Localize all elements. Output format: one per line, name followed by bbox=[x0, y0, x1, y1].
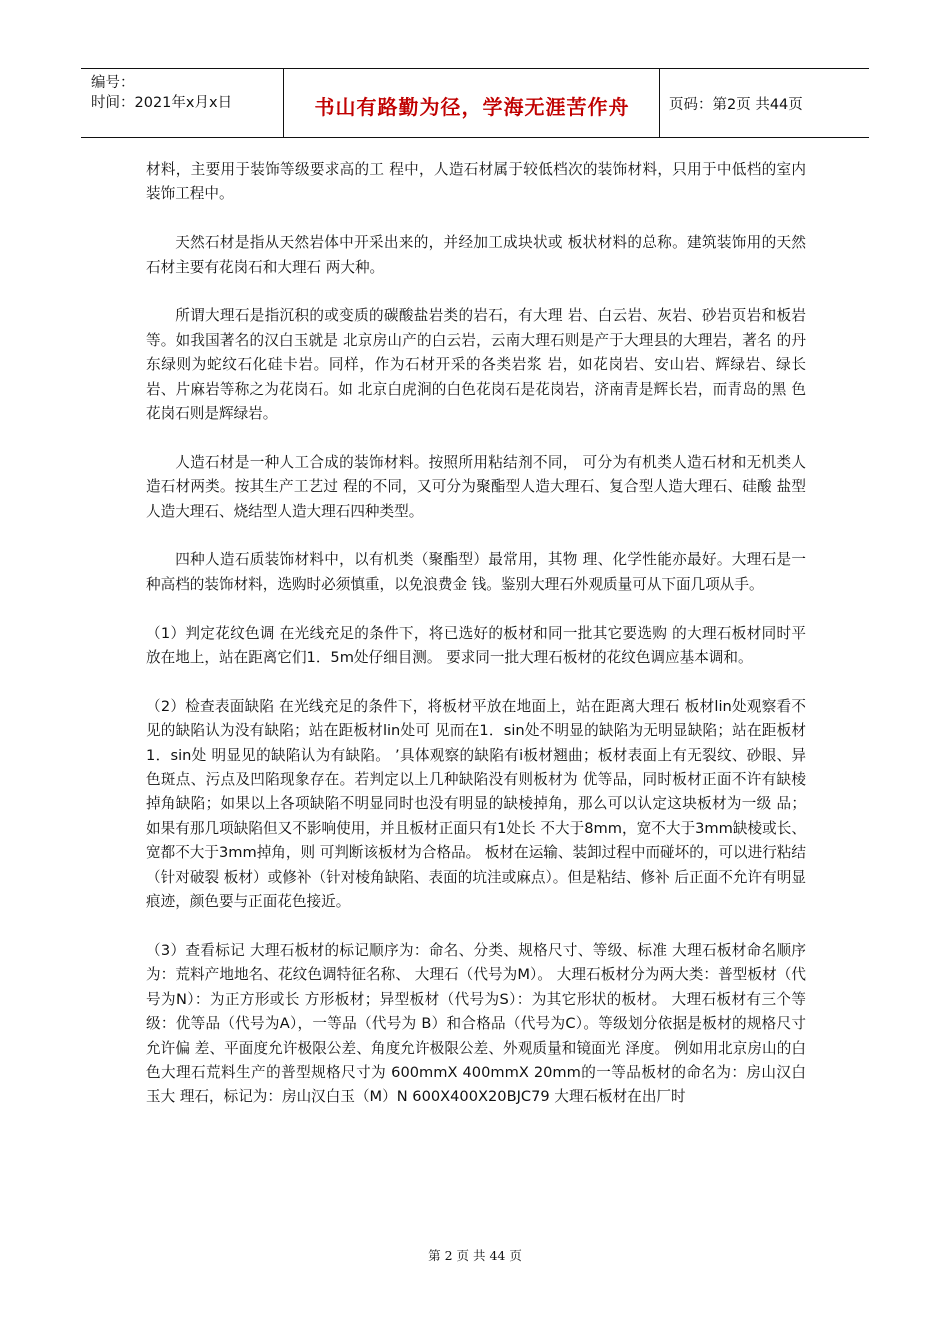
paragraph: （1）判定花纹色调 在光线充足的条件下，将已选好的板材和同一批其它要选购 的大理石板材同时平放在地上，站在距离它们1．5m处仔细目测。 要求同一批大理石板材的花纹色调应基本调和。 bbox=[146, 624, 806, 667]
page-header bbox=[81, 68, 869, 138]
header-divider bbox=[659, 69, 660, 137]
document-time: 时间：2021年x月x日 bbox=[91, 95, 233, 111]
document-number: 编号： bbox=[91, 75, 135, 91]
paragraph: （3）查看标记 大理石板材的标记顺序为：命名、分类、规格尺寸、等级、标准 大理石板材命名顺序为：荒料产地地名、花纹色调特征名称、 大理石（代号为M）。 大理石板材分为两大类：普型板材（代号为N）：为正方形或长 方形板材；异型板材（代号为S）：为其它形状的板材。 大理石板材有三个等级：优等品（代号为A），一等品（代号为 B）和合格品（代号为C）。等级划分依据是板材的规格尺寸允许偏 差、平面度允许极限公差、角度允许极限公差、外观质量和镜面光 泽度。 例如用北京房山的白色大理石荒料生产的普型规格尺寸为 600mmX 400mmX 20mm的一等品板材的命名为：房山汉白玉大 理石，标记为：房山汉白玉（M）N 600X400X20BJC79 大理石板材在出厂时 bbox=[146, 941, 806, 1106]
header-divider bbox=[283, 69, 284, 137]
paragraph: 人造石材是一种人工合成的装饰材料。按照所用粘结剂不同， 可分为有机类人造石材和无机类人造石材两类。按其生产工艺过 程的不同，又可分为聚酯型人造大理石、复合型人造大理石、硅酸 盐型人造大理石、烧结型人造大理石四种类型。 bbox=[146, 453, 806, 520]
page-footer: 第 2 页 共 44 页 bbox=[428, 1248, 522, 1263]
body-text bbox=[146, 158, 806, 1134]
header-page-info: 页码：第2页 共44页 bbox=[669, 97, 803, 113]
header-motto: 书山有路勤为径，学海无涯苦作舟 bbox=[314, 95, 630, 119]
paragraph: 所谓大理石是指沉积的或变质的碳酸盐岩类的岩石，有大理 岩、白云岩、灰岩、砂岩页岩和板岩等。如我国著名的汉白玉就是 北京房山产的白云岩，云南大理石则是产于大理县的大理岩，著名 的丹东绿则为蛇纹石化硅卡岩。同样，作为石材开采的各类岩浆 岩，如花岗岩、安山岩、辉绿岩、绿长岩、片麻岩等称之为花岗石。如 北京白虎涧的白色花岗石是花岗岩，济南青是辉长岩，而青岛的黑 色花岗石则是辉绿岩。 bbox=[146, 307, 806, 423]
paragraph: 材料，主要用于装饰等级要求高的工 程中，人造石材属于较低档次的装饰材料，只用于中低档的室内 装饰工程中。 bbox=[146, 161, 806, 203]
paragraph: 天然石材是指从天然岩体中开采出来的，并经加工成块状或 板状材料的总称。建筑装饰用的天然石材主要有花岗石和大理石 两大种。 bbox=[146, 234, 806, 276]
paragraph: （2）检查表面缺陷 在光线充足的条件下，将板材平放在地面上，站在距离大理石 板材lin处观察看不见的缺陷认为没有缺陷；站在距板材lin处可 见而在1．sin处不明显的缺陷为无明显缺陷；站在距板材1．sin处 明显见的缺陷认为有缺陷。 ’具体观察的缺陷有i板材翘曲；板材表面上有无裂纹、砂眼、异 色斑点、污点及凹陷现象存在。若判定以上几种缺陷没有则板材为 优等品，同时板材正面不许有缺棱掉角缺陷；如果以上各项缺陷不明显同时也没有明显的缺棱掉角，那么可以认定这块板材为一级 品；如果有那几项缺陷但又不影响使用，并且板材正面只有1处长 不大于8mm，宽不大于3mm缺棱或长、宽都不大于3mm掉角，则 可判断该板材为合格品。 板材在运输、装卸过程中而碰坏的，可以进行粘结（针对破裂 板材）或修补（针对棱角缺陷、表面的坑洼或麻点）。但是粘结、修补 后正面不允许有明显痕迹，颜色要与正面花色接近。 bbox=[146, 697, 806, 911]
paragraph: 四种人造石质装饰材料中，以有机类（聚酯型）最常用，其物 理、化学性能亦最好。大理石是一种高档的装饰材料，选购时必须慎重，以免浪费金 钱。鉴别大理石外观质量可从下面几项从手。 bbox=[146, 551, 806, 593]
header-meta bbox=[91, 73, 232, 113]
